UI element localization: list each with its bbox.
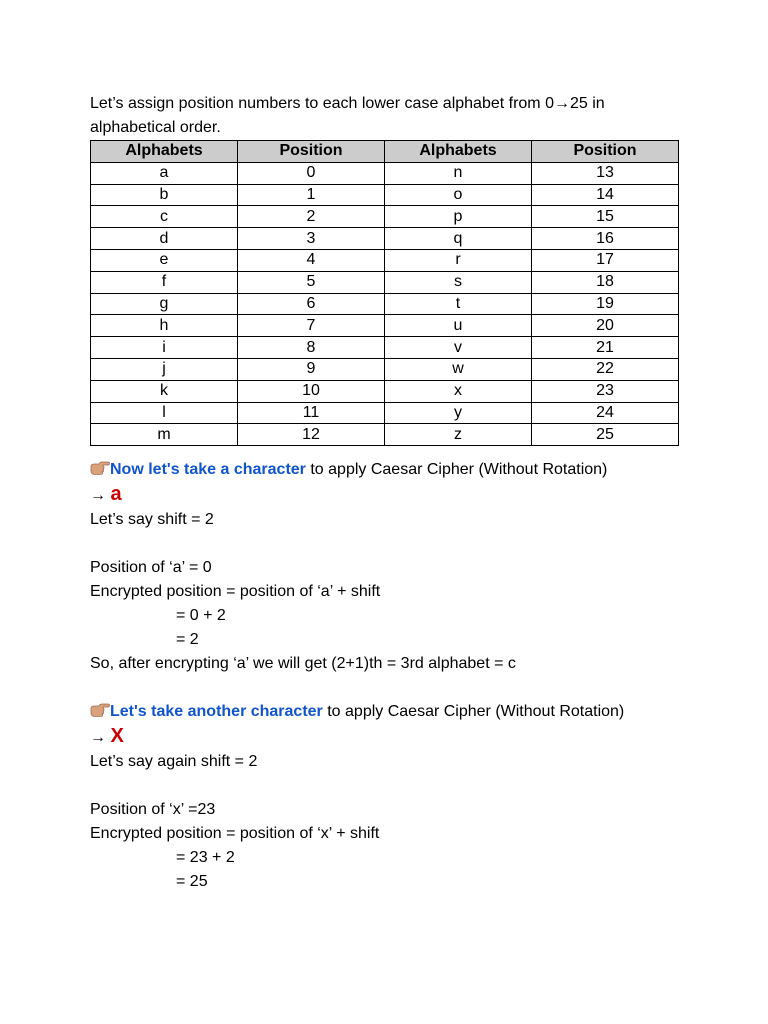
table-cell: 14 bbox=[532, 184, 679, 206]
table-cell: 1 bbox=[238, 184, 385, 206]
table-cell: c bbox=[91, 206, 238, 228]
section2-highlight: Let's take another character bbox=[110, 703, 323, 721]
table-cell: 12 bbox=[238, 424, 385, 446]
table-cell: n bbox=[385, 162, 532, 184]
table-cell: 10 bbox=[238, 380, 385, 402]
section2-arrow-line bbox=[90, 724, 690, 750]
section1-highlight: Now let's take a character bbox=[110, 461, 306, 479]
table-row bbox=[91, 206, 679, 228]
section1-encrypted: Encrypted position = position of ‘a’ + shift bbox=[90, 583, 381, 601]
table-cell: 21 bbox=[532, 337, 679, 359]
table-row bbox=[91, 402, 679, 424]
table-cell: 24 bbox=[532, 402, 679, 424]
table-cell: 15 bbox=[532, 206, 679, 228]
table-header-row bbox=[91, 141, 679, 163]
table-header: Alphabets bbox=[385, 141, 532, 163]
document-page bbox=[90, 92, 690, 894]
table-cell: 20 bbox=[532, 315, 679, 337]
table-row bbox=[91, 315, 679, 337]
section2-shift: Let’s say again shift = 2 bbox=[90, 753, 258, 771]
table-body bbox=[91, 162, 679, 445]
table-cell: w bbox=[385, 358, 532, 380]
section2-step-1: = 23 + 2 bbox=[176, 849, 235, 867]
table-cell: 9 bbox=[238, 358, 385, 380]
section2-heading-rest: to apply Caesar Cipher (Without Rotation) bbox=[322, 703, 625, 721]
table-header: Position bbox=[532, 141, 679, 163]
section-without-rotation-a bbox=[90, 458, 690, 676]
table-cell: x bbox=[385, 380, 532, 402]
table-row bbox=[91, 249, 679, 271]
table-cell: 22 bbox=[532, 358, 679, 380]
table-row bbox=[91, 228, 679, 250]
table-cell: 8 bbox=[238, 337, 385, 359]
table-row bbox=[91, 380, 679, 402]
section2-position: Position of ‘x’ =23 bbox=[90, 801, 216, 819]
section1-arrow-line bbox=[90, 482, 690, 508]
alphabet-position-table bbox=[90, 140, 679, 446]
table-cell: f bbox=[91, 271, 238, 293]
table-cell: y bbox=[385, 402, 532, 424]
section2-character: X bbox=[110, 725, 124, 748]
table-cell: 4 bbox=[238, 249, 385, 271]
section2-heading bbox=[90, 700, 690, 724]
table-cell: t bbox=[385, 293, 532, 315]
section2-step-2: = 25 bbox=[176, 873, 208, 891]
section1-step-1: = 0 + 2 bbox=[176, 607, 226, 625]
section-without-rotation-x bbox=[90, 700, 690, 894]
section1-step-2: = 2 bbox=[176, 631, 199, 649]
table-cell: 0 bbox=[238, 162, 385, 184]
table-cell: m bbox=[91, 424, 238, 446]
table-cell: g bbox=[91, 293, 238, 315]
table-cell: 19 bbox=[532, 293, 679, 315]
pointing-hand-icon bbox=[90, 460, 110, 476]
arrow-text: → bbox=[90, 729, 111, 747]
table-row bbox=[91, 293, 679, 315]
table-cell: r bbox=[385, 249, 532, 271]
table-cell: 5 bbox=[238, 271, 385, 293]
table-cell: z bbox=[385, 424, 532, 446]
table-cell: 16 bbox=[532, 228, 679, 250]
table-cell: 2 bbox=[238, 206, 385, 228]
table-cell: b bbox=[91, 184, 238, 206]
table-cell: e bbox=[91, 249, 238, 271]
table-header: Position bbox=[238, 141, 385, 163]
table-row bbox=[91, 271, 679, 293]
table-cell: 6 bbox=[238, 293, 385, 315]
arrow-text: → bbox=[90, 487, 111, 505]
table-cell: o bbox=[385, 184, 532, 206]
table-cell: k bbox=[91, 380, 238, 402]
table-cell: a bbox=[91, 162, 238, 184]
section1-result: So, after encrypting ‘a’ we will get (2+1)th = 3rd alphabet = c bbox=[90, 655, 516, 673]
table-cell: h bbox=[91, 315, 238, 337]
table-cell: p bbox=[385, 206, 532, 228]
table-cell: l bbox=[91, 402, 238, 424]
table-row bbox=[91, 358, 679, 380]
table-cell: s bbox=[385, 271, 532, 293]
table-cell: i bbox=[91, 337, 238, 359]
section1-position: Position of ‘a’ = 0 bbox=[90, 559, 212, 577]
pointing-hand-icon bbox=[90, 702, 110, 718]
table-cell: 11 bbox=[238, 402, 385, 424]
table-cell: 17 bbox=[532, 249, 679, 271]
table-cell: v bbox=[385, 337, 532, 359]
table-cell: 3 bbox=[238, 228, 385, 250]
intro-line-1: Let’s assign position numbers to each lower case alphabet from 0→25 in bbox=[90, 95, 605, 112]
table-cell: d bbox=[91, 228, 238, 250]
table-row bbox=[91, 162, 679, 184]
table-cell: 13 bbox=[532, 162, 679, 184]
table-row bbox=[91, 184, 679, 206]
section1-heading-rest: to apply Caesar Cipher (Without Rotation) bbox=[305, 461, 608, 479]
table-row bbox=[91, 424, 679, 446]
table-cell: j bbox=[91, 358, 238, 380]
table-row bbox=[91, 337, 679, 359]
section2-encrypted: Encrypted position = position of ‘x’ + shift bbox=[90, 825, 380, 843]
table-cell: 18 bbox=[532, 271, 679, 293]
table-cell: q bbox=[385, 228, 532, 250]
section1-character: a bbox=[110, 483, 122, 506]
table-cell: 25 bbox=[532, 424, 679, 446]
intro-line-2: alphabetical order. bbox=[90, 119, 221, 136]
table-cell: 7 bbox=[238, 315, 385, 337]
section1-shift: Let’s say shift = 2 bbox=[90, 511, 214, 529]
table-cell: 23 bbox=[532, 380, 679, 402]
table-header: Alphabets bbox=[91, 141, 238, 163]
section1-heading bbox=[90, 458, 690, 482]
table-cell: u bbox=[385, 315, 532, 337]
